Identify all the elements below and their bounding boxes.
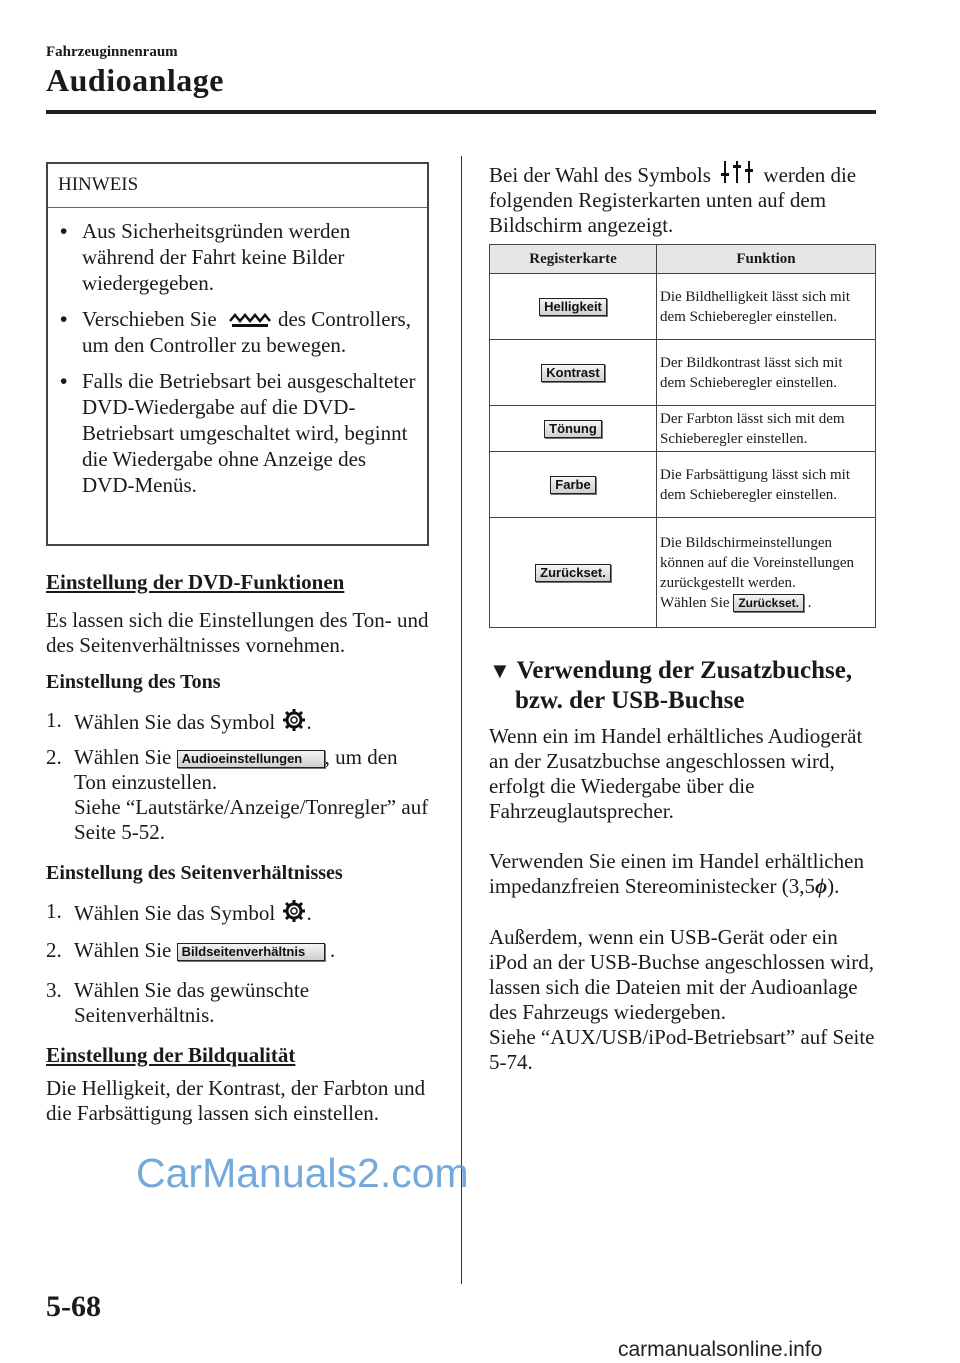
aspect-ratio-button: Bildseitenverhältnis bbox=[177, 943, 325, 961]
note-heading: HINWEIS bbox=[48, 164, 427, 208]
table-row bbox=[490, 452, 876, 518]
triangle-marker-icon: ▼ bbox=[489, 658, 511, 683]
equalizer-icon bbox=[720, 160, 754, 184]
table-cell: Der Bildkontrast lässt sich mit dem Schieberegler einstellen. bbox=[657, 340, 876, 406]
tab-zurueckset: Zurückset. bbox=[535, 564, 611, 582]
aux-paragraph-4: Siehe “AUX/USB/iPod-Betriebsart” auf Seite 5-74. bbox=[489, 1025, 875, 1074]
note-box bbox=[46, 162, 429, 546]
table-cell: Die Bildschirmeinstellungen können auf die Voreinstellungen zurückgestellt werden. Wählen Sie Zurückset. . bbox=[657, 518, 876, 628]
heading-tone: Einstellung des Tons bbox=[46, 671, 221, 693]
aux-paragraph-3: Außerdem, wenn ein USB-Gerät oder ein iPod an der USB-Buchse angeschlossen wird, lassen sich die Dateien mit der Audioanlage des Fahrzeugs wiedergeben. bbox=[489, 925, 874, 1024]
tabs-intro: Bei der Wahl des Symbols werden die folgenden Registerkarten unten auf dem Bildschirm angezeigt. bbox=[489, 160, 877, 238]
table-header: Funktion bbox=[657, 245, 876, 274]
tab-toenung: Tönung bbox=[544, 420, 602, 438]
table-row bbox=[490, 274, 876, 340]
aux-paragraph-1: Wenn ein im Handel erhältliches Audiogerät an der Zusatzbuchse angeschlossen wird, erfolgt die Wiedergabe über die Fahrzeuglautsprecher. bbox=[489, 724, 863, 823]
reset-button: Zurückset. bbox=[733, 594, 804, 612]
image-quality-text: Die Helligkeit, der Kontrast, der Farbton und die Farbsättigung lassen sich einstellen. bbox=[46, 1076, 426, 1125]
dvd-intro: Es lassen sich die Einstellungen des Ton- und des Seitenverhältnisses vornehmen. bbox=[46, 608, 429, 657]
page-title: Audioanlage bbox=[46, 62, 224, 98]
table-cell: Der Farbton lässt sich mit dem Schieberegler einstellen. bbox=[657, 406, 876, 452]
table-header: Registerkarte bbox=[490, 245, 657, 274]
heading-aspect: Einstellung des Seitenverhältnisses bbox=[46, 862, 343, 884]
table-cell: Die Farbsättigung lässt sich mit dem Schieberegler einstellen. bbox=[657, 452, 876, 518]
header-rule bbox=[46, 110, 876, 114]
column-divider bbox=[461, 156, 462, 1284]
aux-paragraph-2: Verwenden Sie einen im Handel erhältlichen impedanzfreien Stereoministecker (3,5ϕ). bbox=[489, 849, 864, 898]
joystick-icon bbox=[228, 309, 272, 329]
heading-image-quality: Einstellung der Bildqualität bbox=[46, 1043, 296, 1067]
footer-text: carmanualsonline.info bbox=[618, 1338, 823, 1361]
tab-helligkeit: Helligkeit bbox=[539, 298, 607, 316]
audio-settings-button: Audioeinstellungen bbox=[177, 750, 325, 768]
table-header-row bbox=[490, 245, 876, 274]
tab-kontrast: Kontrast bbox=[541, 364, 604, 382]
table-row bbox=[490, 406, 876, 452]
table-row bbox=[490, 518, 876, 628]
watermark: CarManuals2.com bbox=[136, 1150, 469, 1196]
section-label: Fahrzeuginnenraum bbox=[46, 44, 178, 60]
table-row bbox=[490, 340, 876, 406]
note-list bbox=[48, 208, 427, 498]
tab-farbe: Farbe bbox=[550, 476, 595, 494]
note-item: • Aus Sicherheitsgründen werden während der Fahrt keine Bilder wiedergegeben. bbox=[60, 219, 351, 295]
table-cell: Die Bildhelligkeit lässt sich mit dem Schieberegler einstellen. bbox=[657, 274, 876, 340]
note-item: • Falls die Betriebsart bei ausgeschalteter DVD-Wiedergabe auf die DVD-Betriebsart umgeschaltet wird, beginnt die Wiedergabe ohne Anzeige des DVD-Menüs. bbox=[60, 369, 416, 497]
gear-icon bbox=[282, 899, 306, 923]
gear-icon bbox=[282, 708, 306, 732]
tabs-table bbox=[489, 244, 876, 628]
page-number: 5-68 bbox=[46, 1290, 101, 1323]
aux-heading: ▼ Verwendung der Zusatzbuchse, bzw. der USB-Buchse bbox=[489, 657, 853, 714]
diameter-symbol: ϕ bbox=[814, 874, 828, 898]
note-item: • Verschieben Sie des Controllers, um den Controller zu bewegen. bbox=[60, 307, 411, 357]
tone-reference: Siehe “Lautstärke/Anzeige/Tonregler” auf Seite 5-52. bbox=[74, 795, 429, 844]
heading-dvd-functions: Einstellung der DVD-Funktionen bbox=[46, 570, 345, 594]
